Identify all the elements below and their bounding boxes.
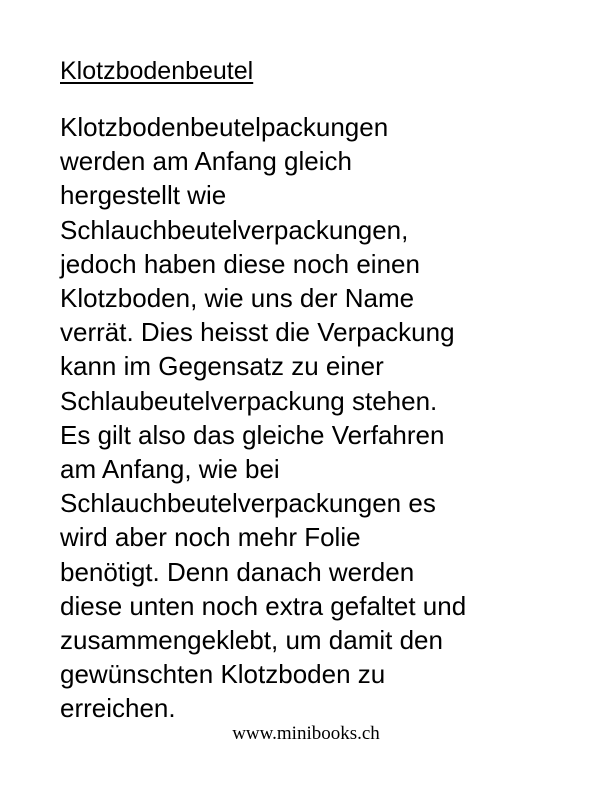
body-line: am Anfang, wie bei [60, 454, 280, 485]
body-line: zusammengeklebt, um damit den [60, 625, 443, 656]
body-line: Schlaubeutelverpackung stehen. [60, 385, 438, 416]
body-line: wird aber noch mehr Folie [60, 522, 361, 553]
body-line: diese unten noch extra gefaltet und [60, 590, 467, 621]
body-line: hergestellt wie [60, 180, 227, 211]
body-line: gewünschten Klotzboden zu [60, 659, 386, 690]
body-line: benötigt. Denn danach werden [60, 556, 415, 587]
page-title: Klotzbodenbeutel [60, 57, 254, 85]
body-line: Schlauchbeutelverpackungen, [60, 214, 409, 245]
footer-url: www.minibooks.ch [232, 723, 380, 744]
body-line: jedoch haben diese noch einen [60, 248, 420, 279]
body-line: Es gilt also das gleiche Verfahren [60, 419, 445, 450]
body-line: Klotzbodenbeutelpackungen [60, 112, 389, 142]
body-line: erreichen. [60, 693, 176, 724]
body-line: Klotzboden, wie uns der Name [60, 283, 415, 314]
body-line: werden am Anfang gleich [60, 146, 352, 177]
body-line: verrät. Dies heisst die Verpackung [60, 317, 455, 348]
body-line: kann im Gegensatz zu einer [60, 351, 384, 382]
body-paragraph [60, 110, 580, 726]
body-line: Schlauchbeutelverpackungen es [60, 488, 436, 519]
